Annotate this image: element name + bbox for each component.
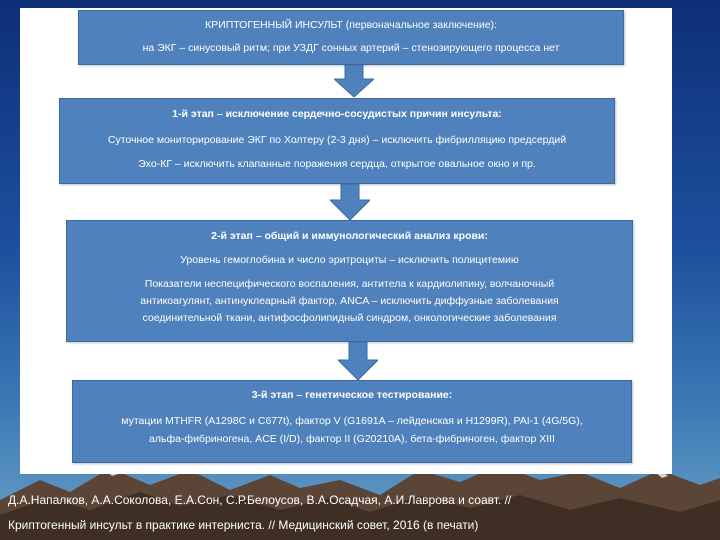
initial-conclusion-box <box>78 10 624 65</box>
flowchart-sheet <box>20 8 672 474</box>
stage1-line-holter: Суточное мониторирование ЭКГ по Холтеру (2-3 дня) – исключить фибрилляцию предсердий <box>107 134 567 146</box>
down-arrow-icon <box>338 342 378 380</box>
down-arrow-icon <box>334 65 374 97</box>
citation-line-2: Криптогенный инсульт в практике интерниста. // Медицинский совет, 2016 (в печати) <box>8 518 479 532</box>
stage3-title: 3-й этап – генетическое тестирование: <box>251 389 453 401</box>
citation-line-1: Д.А.Напалков, А.А.Соколова, Е.А.Сон, С.Р.Белоусов, В.А.Осадчая, А.И.Лаврова и соавт. // <box>8 493 512 507</box>
stage2-line-anticoagulant: антикоагулянт, антинуклеарный фактор, ANCA – исключить диффузные заболевания <box>140 295 559 307</box>
stage1-title: 1-й этап – исключение сердечно-сосудистых причин инсульта: <box>172 108 502 120</box>
stage2-line-hemoglobin: Уровень гемоглобина и число эритроциты – исключить полицитемию <box>180 254 519 266</box>
initial-conclusion-title: КРИПТОГЕННЫЙ ИНСУЛЬТ (первоначальное заключение): <box>205 19 497 31</box>
stage2-line-connective: соединительной ткани, антифосфолипидный синдром, онкологические заболевания <box>142 312 557 324</box>
stage2-line-inflammation: Показатели неспецифического воспаления, антитела к кардиолипину, волчаночный <box>144 278 555 290</box>
stage1-box <box>59 98 615 184</box>
stage3-box <box>72 380 632 463</box>
stage2-title: 2-й этап – общий и иммунологический анализ крови: <box>211 230 488 242</box>
stage3-line-fibrinogen: альфа-фибриногена, ACE (I/D), фактор II (G20210A), бета-фибриноген, фактор XIII <box>149 433 555 445</box>
initial-conclusion-line: на ЭКГ – синусовый ритм; при УЗДГ сонных артерий – стенозирующего процесса нет <box>142 42 560 54</box>
stage3-line-mutations: мутации MTHFR (A1298C и C677t), фактор V (G1691A – лейденская и H1299R), PAI-1 (4G/5G), <box>121 415 583 427</box>
stage1-line-echo: Эхо-КГ – исключить клапанные поражения сердца, открытое овальное окно и пр. <box>138 158 536 170</box>
down-arrow-icon <box>330 184 370 220</box>
stage2-box <box>66 220 633 342</box>
